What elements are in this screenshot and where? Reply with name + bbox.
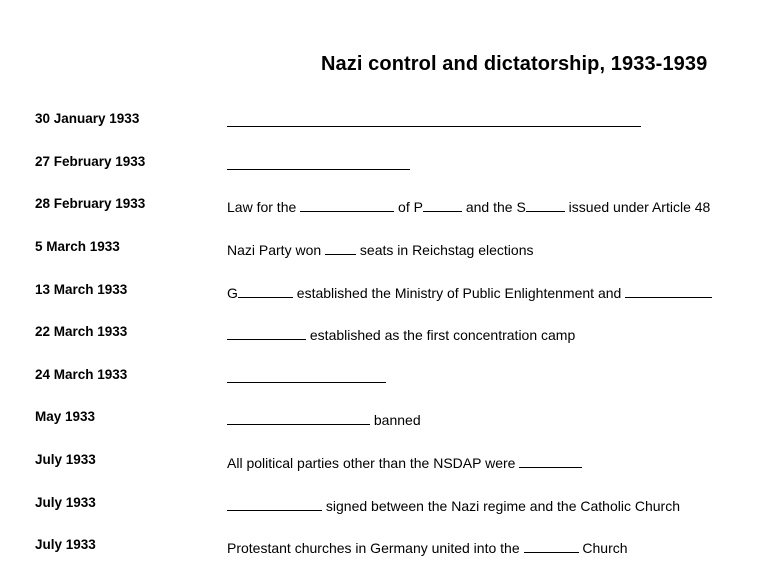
answer-blank[interactable] xyxy=(423,196,462,212)
event-description xyxy=(227,154,410,173)
event-date: 24 March 1933 xyxy=(35,367,128,382)
event-description xyxy=(227,409,421,428)
event-date: July 1933 xyxy=(35,452,96,467)
answer-blank[interactable] xyxy=(519,452,582,468)
event-description xyxy=(227,282,712,301)
answer-blank[interactable] xyxy=(526,196,565,212)
description-text: All political parties other than the NSDAP were xyxy=(227,455,520,471)
event-description xyxy=(227,196,710,215)
description-text: signed between the Nazi regime and the Catholic Church xyxy=(322,498,680,514)
description-text: and the S xyxy=(461,199,526,215)
answer-blank[interactable] xyxy=(238,282,293,298)
event-date: 28 February 1933 xyxy=(35,196,146,211)
event-description xyxy=(227,239,533,258)
event-description xyxy=(227,367,386,386)
answer-blank[interactable] xyxy=(227,409,370,425)
answer-blank[interactable] xyxy=(227,495,322,511)
description-text: of P xyxy=(394,199,423,215)
timeline-row xyxy=(0,495,765,519)
event-date: July 1933 xyxy=(35,537,96,552)
timeline-row xyxy=(0,409,765,433)
description-text: established the Ministry of Public Enlightenment and xyxy=(292,285,626,301)
description-text: seats in Reichstag elections xyxy=(356,242,534,258)
description-text: Protestant churches in Germany united into the xyxy=(227,540,524,556)
event-date: 5 March 1933 xyxy=(35,239,120,254)
event-description xyxy=(227,537,628,556)
event-description xyxy=(227,324,575,343)
answer-blank[interactable] xyxy=(300,196,394,212)
event-description xyxy=(227,495,680,514)
description-text: banned xyxy=(370,412,421,428)
timeline-row xyxy=(0,111,765,135)
answer-blank[interactable] xyxy=(227,154,410,170)
event-date: 22 March 1933 xyxy=(35,324,128,339)
description-text: G xyxy=(227,285,238,301)
description-text: established as the first concentration camp xyxy=(306,327,576,343)
answer-blank[interactable] xyxy=(227,367,386,383)
event-description xyxy=(227,452,582,471)
answer-blank[interactable] xyxy=(325,239,356,255)
event-date: July 1933 xyxy=(35,495,96,510)
event-date: May 1933 xyxy=(35,409,96,424)
description-text: Church xyxy=(578,540,628,556)
event-description xyxy=(227,111,641,130)
answer-blank[interactable] xyxy=(227,324,306,340)
answer-blank[interactable] xyxy=(625,282,712,298)
timeline-row xyxy=(0,282,765,306)
description-text: Law for the xyxy=(227,199,301,215)
timeline-row xyxy=(0,452,765,476)
timeline-row xyxy=(0,324,765,348)
event-date: 13 March 1933 xyxy=(35,282,128,297)
timeline-row xyxy=(0,196,765,220)
timeline-row xyxy=(0,239,765,263)
event-date: 30 January 1933 xyxy=(35,111,140,126)
answer-blank[interactable] xyxy=(227,111,641,127)
timeline-row xyxy=(0,154,765,178)
timeline-row xyxy=(0,367,765,391)
answer-blank[interactable] xyxy=(524,537,579,553)
description-text: Nazi Party won xyxy=(227,242,326,258)
timeline-row xyxy=(0,537,765,561)
worksheet-title: Nazi control and dictatorship, 1933-1939 xyxy=(321,53,708,75)
description-text: issued under Article 48 xyxy=(564,199,711,215)
event-date: 27 February 1933 xyxy=(35,154,146,169)
